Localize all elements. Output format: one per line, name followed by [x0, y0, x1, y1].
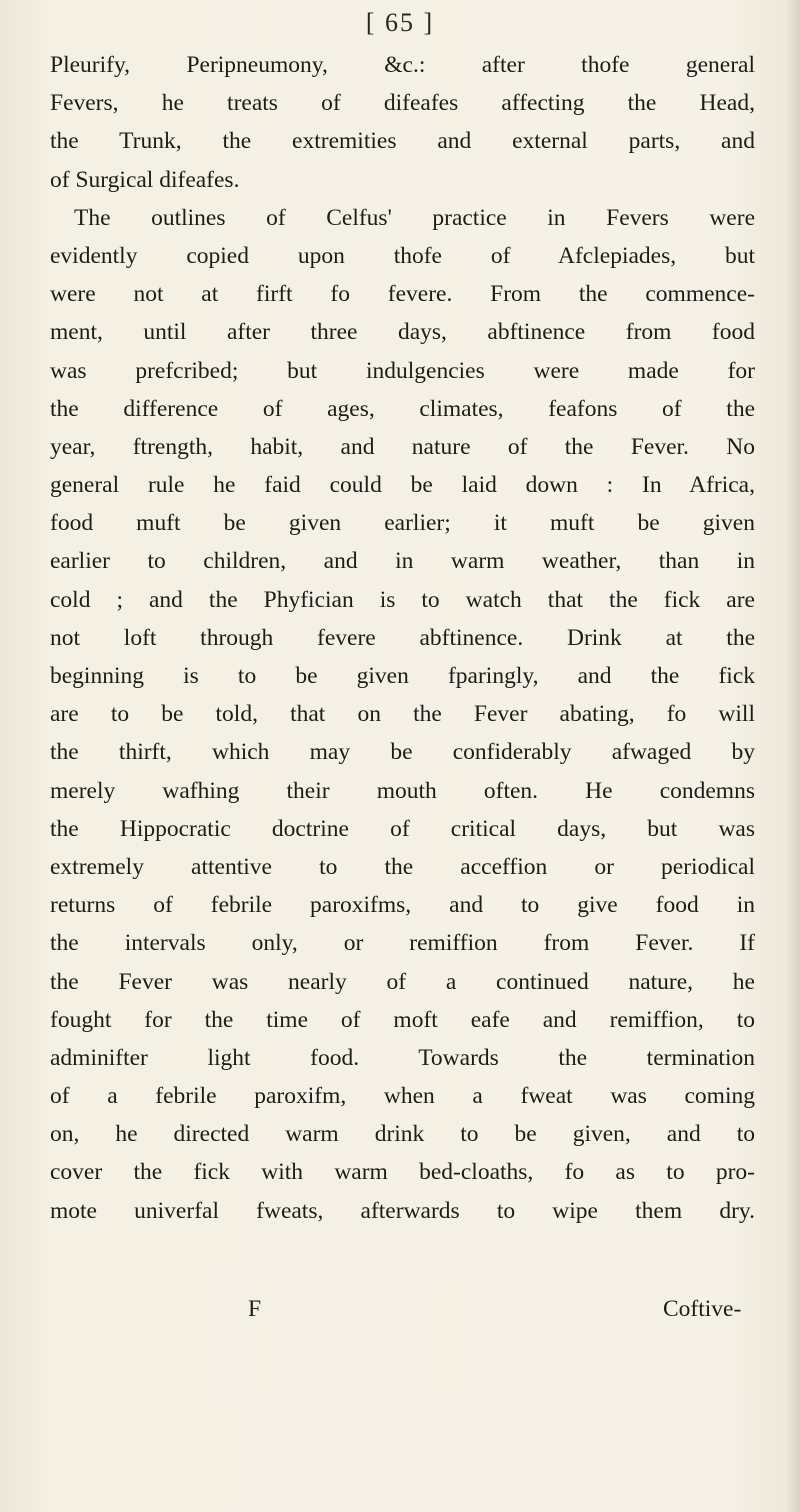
text-line: Fevers, he treats of difeafes affecting the Head,	[50, 90, 755, 117]
text-line: the thirft, which may be confiderably afwaged by	[50, 739, 755, 766]
paragraph-start-line: The outlines of Celfus' practice in Fevers were	[74, 204, 755, 231]
text-line: year, ftrength, habit, and nature of the Fever. No	[50, 433, 755, 460]
text-line: merely wafhing their mouth often. He condemns	[50, 777, 755, 804]
body-text	[50, 46, 755, 1230]
text-line: adminifter light food. Towards the termination	[50, 1044, 755, 1071]
text-line: the Hippocratic doctrine of critical days, but was	[50, 815, 755, 842]
text-line: were not at firft fo fevere. From the commence-	[50, 281, 755, 308]
text-line: the intervals only, or remiffion from Fever. If	[50, 930, 755, 957]
text-line: was prefcribed; but indulgencies were made for	[50, 357, 755, 384]
page-footer	[0, 1296, 800, 1330]
text-line: cold ; and the Phyfician is to watch that the fick are	[50, 586, 755, 613]
text-line: extremely attentive to the acceffion or periodical	[50, 853, 755, 880]
text-line: the difference of ages, climates, feafons of the	[50, 395, 755, 422]
text-line: the Fever was nearly of a continued nature, he	[50, 968, 755, 995]
text-line: ment, until after three days, abftinence from food	[50, 319, 755, 346]
text-line: not loft through fevere abftinence. Drink at the	[50, 624, 755, 651]
text-line: are to be told, that on the Fever abating, fo will	[50, 701, 755, 728]
text-line: returns of febrile paroxifms, and to give food in	[50, 892, 755, 919]
page-number: [ 65 ]	[365, 8, 435, 37]
text-line: of a febrile paroxifm, when a fweat was coming	[50, 1083, 755, 1110]
text-line: mote univerfal fweats, afterwards to wipe them dry.	[50, 1197, 755, 1224]
text-line: fought for the time of moft eafe and remiffion, to	[50, 1006, 755, 1033]
text-line: evidently copied upon thofe of Afclepiades, but	[50, 242, 755, 269]
text-line: of Surgical difeafes.	[50, 166, 240, 193]
catchword: Coftive-	[663, 1296, 742, 1322]
signature-mark: F	[248, 1296, 262, 1322]
text-line: earlier to children, and in warm weather, than in	[50, 548, 755, 575]
text-line: on, he directed warm drink to be given, and to	[50, 1121, 755, 1148]
text-line: cover the fick with warm bed-cloaths, fo as to pro-	[50, 1159, 755, 1186]
text-line: food muft be given earlier; it muft be given	[50, 510, 755, 537]
text-line: Pleurify, Peripneumony, &c.: after thofe general	[50, 52, 755, 78]
text-line: general rule he faid could be laid down : In Africa,	[50, 472, 755, 499]
text-line: beginning is to be given fparingly, and the fick	[50, 663, 755, 689]
page-edge-shadow	[786, 0, 800, 1512]
text-line: the Trunk, the extremities and external parts, and	[50, 128, 755, 155]
